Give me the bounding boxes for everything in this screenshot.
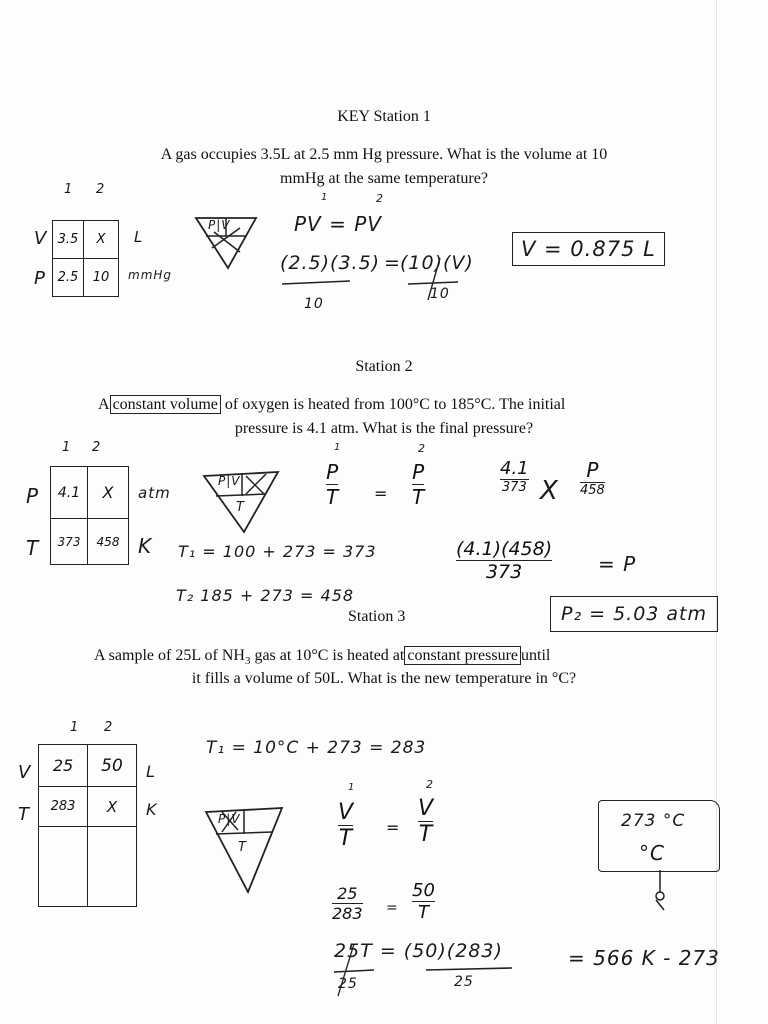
station3-unit-k: K (146, 800, 158, 819)
station2-row-label-p: P (26, 484, 40, 508)
station2-cell-p2: X (88, 467, 129, 519)
station3-question-subscript: 3 (244, 655, 251, 668)
station2-solve-eq: = P (598, 552, 637, 576)
station3-subscript-2: 2 (426, 778, 434, 791)
station2-subscript-1: 1 (334, 442, 342, 453)
station3-cross-line: 25T = (50)(283) (334, 940, 503, 962)
station2-eq-sign: = (374, 484, 389, 503)
station3-col-header-2: 2 (104, 720, 114, 735)
station1-question-line2: mmHg at the same temperature? (280, 170, 488, 187)
station1-boyle-equation: PV = PV (294, 212, 382, 236)
station2-solve-den: 373 (485, 561, 523, 583)
station3-row-label-t: T (18, 804, 30, 825)
station3-t1-calc: T₁ = 10°C + 273 = 283 (206, 738, 427, 758)
page-title: KEY Station 1 (337, 108, 431, 125)
station2-t2-calc: T₂ 185 + 273 = 458 (176, 586, 355, 605)
station2-triangle-bottom: T (236, 500, 245, 515)
station1-denominator-right: 10 (430, 286, 450, 302)
station1-row-label-v: V (34, 228, 48, 249)
station3-row-label-v: V (18, 762, 32, 783)
station1-subscript-1: 1 (321, 192, 329, 203)
station1-work-left: (2.5)(3.5) (280, 252, 381, 274)
station3-constant-pressure-box: constant pressure (404, 646, 521, 665)
station3-eq-sign: = (386, 818, 401, 837)
station2-cross-left-num: 4.1 (500, 458, 529, 479)
station1-row-label-p: P (34, 268, 46, 289)
station1-work-eq: = (384, 252, 401, 274)
station2-cross-left-den: 373 (501, 480, 527, 495)
station2-cross-mark: X (540, 476, 559, 506)
station1-triangle-top: P|V (208, 218, 231, 232)
station2-question-line2: pressure is 4.1 atm. What is the final pressure? (234, 420, 534, 437)
station2-unit-atm: atm (138, 484, 171, 502)
station2-col-header-1: 1 (62, 440, 72, 455)
station2-question-rest: of oxygen is heated from 100°C to 185°C. The initial (224, 396, 566, 413)
station3-cell-v1: 25 (39, 745, 88, 787)
station2-frac-left-num: P (326, 460, 339, 484)
station1-unit-l: L (134, 228, 144, 246)
station3-triangle-bottom: T (238, 840, 247, 855)
station2-title: Station 2 (355, 358, 413, 375)
station3-title: Station 3 (348, 608, 406, 625)
station1-denominator-left: 10 (304, 296, 324, 312)
station3-col-header-1: 1 (70, 720, 80, 735)
station2-cross-right-den: 458 (580, 483, 605, 498)
station3-unit-l: L (146, 762, 156, 781)
station3-answer-unit: °C (639, 841, 665, 865)
station2-cell-p1: 4.1 (51, 467, 88, 519)
station2-question-prefix: A (98, 396, 110, 413)
station1-subscript-2: 2 (376, 192, 384, 205)
station3-question-mid: gas at 10°C is heated at (250, 647, 405, 664)
station1-col-header-1: 1 (64, 182, 74, 197)
station3-cell-t2: X (88, 787, 137, 827)
station1-unit-mmhg: mmHg (128, 268, 173, 282)
station1-col-header-2: 2 (96, 182, 106, 197)
station1-cell-v1: 3.5 (53, 221, 84, 259)
station2-frac-right-den: T (412, 485, 425, 509)
station2-subscript-2: 2 (418, 442, 426, 455)
station2-frac-left-den: T (326, 485, 339, 509)
station3-cell-t1: 283 (39, 787, 88, 827)
station1-cell-p1: 2.5 (53, 259, 84, 297)
station2-answer-box: P₂ = 5.03 atm (550, 596, 718, 632)
station3-cell-v2: 50 (88, 745, 137, 787)
station1-work-right: (10)(V) (400, 252, 474, 274)
station3-subscript-1: 1 (348, 782, 356, 793)
station2-triangle-top: P|V (218, 474, 241, 488)
station1-answer-box: V = 0.875 L (512, 232, 665, 266)
station3-frac-left-den: T (338, 826, 353, 851)
station3-question-line2: it fills a volume of 50L. What is the new temperature in °C? (191, 670, 577, 687)
station2-t1-calc: T₁ = 100 + 273 = 373 (178, 542, 377, 561)
station2-frac-right-num: P (412, 460, 425, 484)
station2-constant-volume-box: constant volume (110, 395, 221, 414)
station3-sub-right-num: 50 (412, 880, 435, 901)
station3-sub-left-den: 283 (332, 904, 363, 923)
station1-cell-p2: 10 (84, 259, 119, 297)
station2-unit-k: K (138, 534, 153, 558)
station3-answer-main: 273 °C (621, 811, 686, 831)
station3-frac-left-num: V (338, 800, 354, 825)
station1-cell-v2: X (84, 221, 119, 259)
station3-frac-right-num: V (418, 796, 434, 821)
station2-row-label-t: T (26, 536, 40, 560)
station1-question-line1: A gas occupies 3.5L at 2.5 mm Hg pressure. What is the volume at 10 (160, 146, 608, 163)
station3-cross-den-left: 25 (338, 976, 358, 992)
station3-sub-right-den: T (417, 902, 429, 923)
station3-question-rest: until (521, 647, 551, 664)
station3-result: = 566 K - 273 (568, 946, 720, 970)
station3-sub-left-num: 25 (337, 884, 358, 903)
station3-frac-right-den: T (418, 822, 433, 847)
station2-solve-num: (4.1)(458) (456, 538, 553, 560)
station3-question-prefix: A sample of 25L of NH (94, 647, 245, 664)
station2-cell-t2: 458 (88, 519, 129, 565)
station3-sub-eq: = (386, 900, 399, 916)
station2-col-header-2: 2 (92, 440, 102, 455)
station3-cross-den-right: 25 (454, 974, 474, 990)
station2-cell-t1: 373 (51, 519, 88, 565)
station2-cross-right-num: P (586, 458, 599, 482)
station3-triangle-top: P|V (218, 812, 241, 826)
